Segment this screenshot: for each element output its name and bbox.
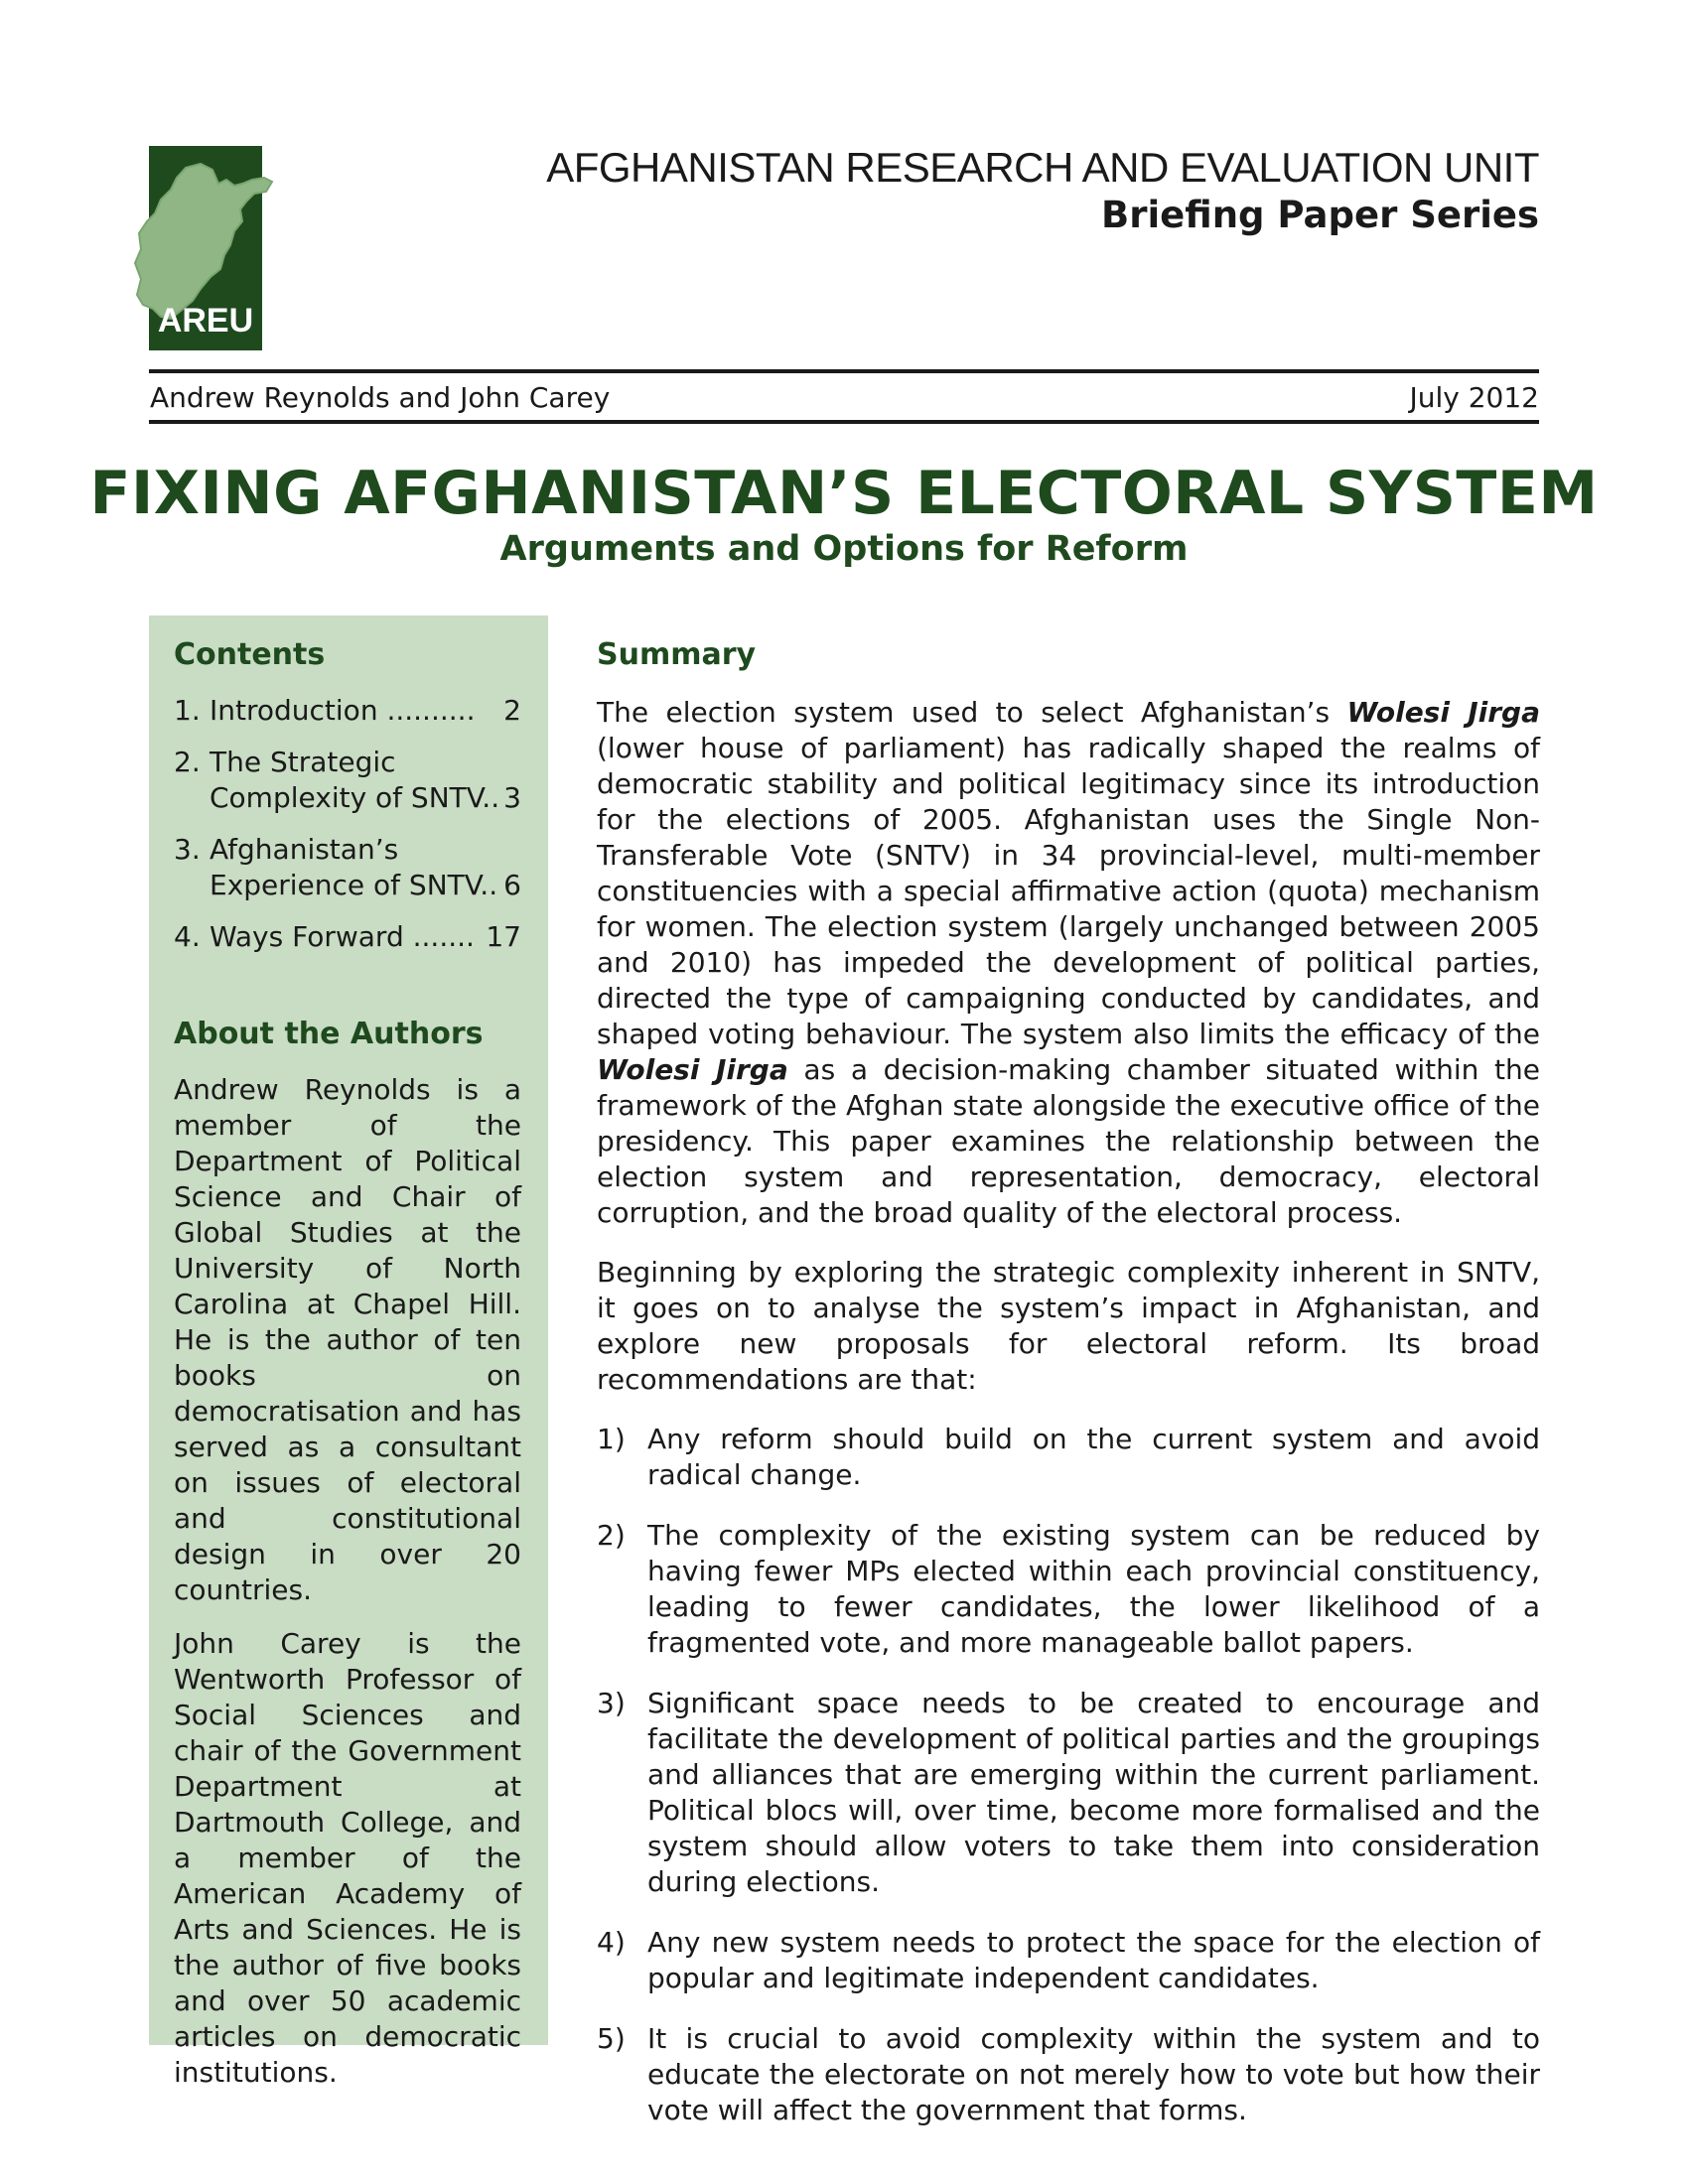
toc-page: 3 [503, 781, 521, 814]
bio-carey: John Carey is the Wentworth Professor of Social Sciences and chair of the Government Department at Dartmouth College, and a member of the American Academy of Arts and Sciences. He is the author of five books and over 50 academic articles on democratic institutions. [174, 1627, 521, 2089]
toc-item[interactable] [174, 745, 521, 816]
toc-item[interactable] [174, 919, 521, 955]
toc-label: Complexity of SNTV.. [210, 781, 500, 814]
list-number: 2) [597, 1519, 626, 1552]
text-run: The election system used to select Afghanistan’s [597, 696, 1347, 729]
series-title: Briefing Paper Series [1101, 194, 1539, 236]
about-authors-heading: About the Authors [174, 1017, 484, 1051]
toc-label: Afghanistan’s [210, 833, 399, 866]
header-rule-top [149, 369, 1539, 373]
text-run: (lower house of parliament) has radically shaped the realms of democratic stability and political legitimacy since its introduction for the elections of 2005. Afghanistan uses the Single Non-Transferable Vote (SNTV) in 34 provincial-level, multi-member constituencies with a special affirmative action (quota) mechanism for women. The election system (largely unchanged between 2005 and 2010) has impeded the development of political parties, directed the type of campaigning conducted by candidates, and shaped voting behaviour. The system also limits the efficacy of the [597, 732, 1540, 1050]
list-text: It is crucial to avoid complexity within the system and to educate the electorate on not merely how to vote but how their vote will affect the government that forms. [647, 2022, 1540, 2126]
summary-paragraph-2: Beginning by exploring the strategic complexity inherent in SNTV, it goes on to analyse the system’s impact in Afghanistan, and explore new proposals for electoral reform. Its broad recommendations are that: [597, 1256, 1540, 1396]
list-text: The complexity of the existing system can be reduced by having fewer MPs elected within each provincial constituency, leading to fewer candidates, the lower likelihood of a fragmented vote, and more manageable ballot papers. [647, 1519, 1540, 1659]
toc-number: 2. [174, 746, 201, 778]
summary-section [597, 633, 1540, 2153]
toc-number: 4. [174, 920, 201, 953]
emphasis-term: Wolesi Jirga [597, 1053, 788, 1086]
toc-number: 3. [174, 833, 201, 866]
toc-item[interactable] [174, 693, 521, 729]
list-number: 1) [597, 1423, 626, 1455]
toc-page: 6 [503, 869, 521, 901]
list-item [597, 2021, 1540, 2128]
byline-date: July 2012 [1409, 381, 1539, 414]
toc-number: 1. [174, 694, 201, 727]
text-run: as a decision-making chamber situated within the framework of the Afghan state alongside the executive office of the presidency. This paper examines the relationship between the election system and representation, democracy, electoral corruption, and the broad quality of the electoral process. [597, 1053, 1541, 1229]
byline-authors: Andrew Reynolds and John Carey [150, 381, 611, 414]
page-title: FIXING AFGHANISTAN’S ELECTORAL SYSTEM [89, 459, 1599, 528]
sidebar-panel [149, 615, 548, 2089]
bio-reynolds: Andrew Reynolds is a member of the Department of Political Science and Chair of Global Studies at the University of North Carolina at Chapel Hill. He is the author of ten books on democratisation and has served as a consultant on issues of electoral and constitutional design in over 20 countries. [174, 1073, 521, 1606]
table-of-contents [174, 693, 521, 955]
list-item [597, 1422, 1540, 1493]
page-subtitle: Arguments and Options for Reform [499, 529, 1189, 569]
list-number: 5) [597, 2022, 626, 2055]
toc-label: Ways Forward ....... [210, 920, 475, 953]
list-item [597, 1686, 1540, 1900]
org-name: AFGHANISTAN RESEARCH AND EVALUATION UNIT [546, 144, 1539, 191]
list-text: Any new system needs to protect the space for the election of popular and legitimate independent candidates. [647, 1926, 1540, 1994]
list-number: 3) [597, 1687, 626, 1719]
summary-paragraph-1 [597, 695, 1540, 1231]
summary-heading: Summary [597, 637, 757, 672]
header-rule-bottom [149, 420, 1539, 424]
list-item [597, 1925, 1540, 1996]
toc-label: The Strategic [210, 746, 396, 778]
list-item [597, 1518, 1540, 1661]
recommendations-list [597, 1422, 1540, 2128]
toc-item[interactable] [174, 832, 521, 903]
emphasis-term: Wolesi Jirga [1346, 696, 1540, 729]
toc-page: 2 [503, 694, 521, 727]
toc-label: Experience of SNTV.. [210, 869, 498, 901]
list-text: Any reform should build on the current system and avoid radical change. [647, 1423, 1540, 1491]
list-number: 4) [597, 1926, 626, 1959]
areu-logo [149, 146, 262, 350]
contents-heading: Contents [174, 637, 326, 672]
toc-label: Introduction .......... [210, 694, 476, 727]
logo-text: AREU [157, 302, 254, 340]
list-text: Significant space needs to be created to encourage and facilitate the development of political parties and the groupings and alliances that are emerging within the current parliament. Political blocs will, over time, become more formalised and the system should allow voters to take them into consideration during elections. [647, 1687, 1540, 1898]
toc-page: 17 [486, 920, 521, 953]
